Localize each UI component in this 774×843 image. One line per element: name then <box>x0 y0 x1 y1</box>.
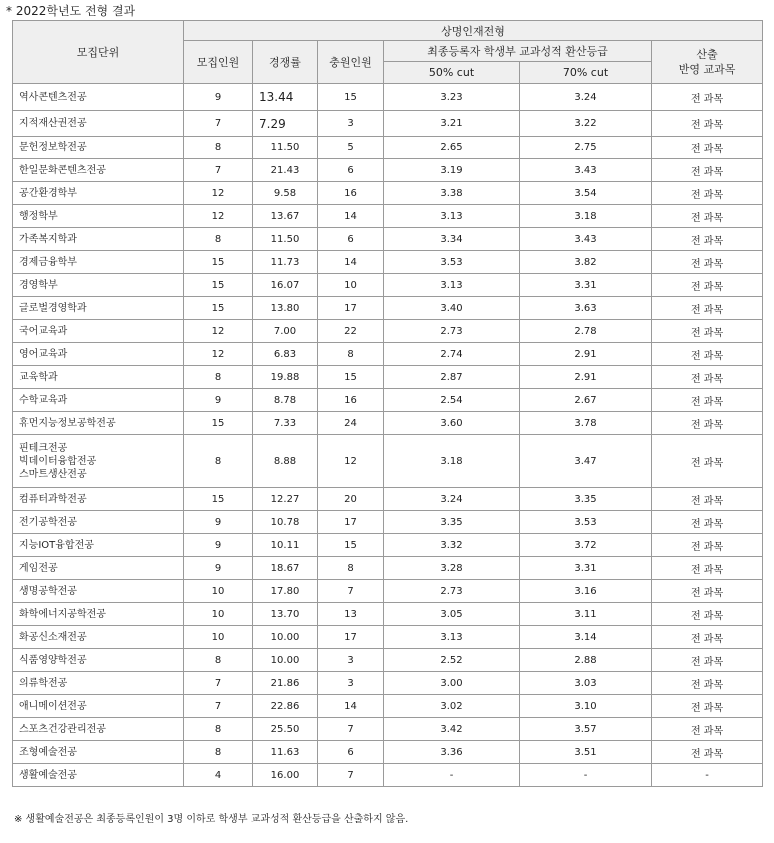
competition-cell: 7.29 <box>253 111 318 137</box>
table-row <box>13 626 763 649</box>
header-subjects-line1: 산출 <box>696 48 718 61</box>
cut70-cell: 2.67 <box>520 389 652 412</box>
competition-cell: 12.27 <box>253 488 318 511</box>
waitlist-cell: 17 <box>318 297 384 320</box>
subjects-cell: 전 과목 <box>652 343 763 366</box>
subjects-cell: 전 과목 <box>652 412 763 435</box>
subjects-cell: 전 과목 <box>652 297 763 320</box>
capacity-cell: 7 <box>184 159 253 182</box>
header-subjects <box>652 41 763 84</box>
competition-cell: 19.88 <box>253 366 318 389</box>
cut50-cell: 3.28 <box>384 557 520 580</box>
cut70-cell: 3.43 <box>520 228 652 251</box>
competition-cell: 25.50 <box>253 718 318 741</box>
waitlist-cell: 12 <box>318 435 384 488</box>
header-unit: 모집단위 <box>13 21 184 84</box>
unit-name-cell: 지능IOT융합전공 <box>13 534 184 557</box>
header-subjects-line2: 반영 교과목 <box>678 63 736 76</box>
waitlist-cell: 17 <box>318 626 384 649</box>
cut70-cell: 3.03 <box>520 672 652 695</box>
cut70-cell: 2.78 <box>520 320 652 343</box>
waitlist-cell: 8 <box>318 557 384 580</box>
capacity-cell: 15 <box>184 297 253 320</box>
unit-name-cell: 공간환경학부 <box>13 182 184 205</box>
competition-cell: 18.67 <box>253 557 318 580</box>
cut70-cell: 3.54 <box>520 182 652 205</box>
unit-name-cell: 생명공학전공 <box>13 580 184 603</box>
subjects-cell: 전 과목 <box>652 274 763 297</box>
subjects-cell: 전 과목 <box>652 534 763 557</box>
unit-name-cell: 교육학과 <box>13 366 184 389</box>
capacity-cell: 10 <box>184 603 253 626</box>
capacity-cell: 7 <box>184 672 253 695</box>
unit-name-cell: 글로벌경영학과 <box>13 297 184 320</box>
unit-name-cell: 휴먼지능정보공학전공 <box>13 412 184 435</box>
cut50-cell: 3.13 <box>384 274 520 297</box>
waitlist-cell: 8 <box>318 343 384 366</box>
cut50-cell: 2.65 <box>384 137 520 159</box>
table-row <box>13 251 763 274</box>
subjects-cell: 전 과목 <box>652 159 763 182</box>
subjects-cell: 전 과목 <box>652 580 763 603</box>
unit-name-cell: 생활예술전공 <box>13 764 184 787</box>
cut50-cell: 2.74 <box>384 343 520 366</box>
competition-cell: 9.58 <box>253 182 318 205</box>
cut70-cell: 3.72 <box>520 534 652 557</box>
table-row <box>13 718 763 741</box>
waitlist-cell: 17 <box>318 511 384 534</box>
table-row <box>13 137 763 159</box>
cut70-cell: 3.22 <box>520 111 652 137</box>
cut70-cell: 2.75 <box>520 137 652 159</box>
capacity-cell: 8 <box>184 649 253 672</box>
waitlist-cell: 6 <box>318 159 384 182</box>
cut50-cell: 3.42 <box>384 718 520 741</box>
cut50-cell: 3.05 <box>384 603 520 626</box>
capacity-cell: 8 <box>184 228 253 251</box>
unit-name-cell: 게임전공 <box>13 557 184 580</box>
cut50-cell: 2.52 <box>384 649 520 672</box>
subjects-cell: 전 과목 <box>652 205 763 228</box>
header-waitlist: 충원인원 <box>318 41 384 84</box>
waitlist-cell: 14 <box>318 251 384 274</box>
competition-cell: 10.11 <box>253 534 318 557</box>
waitlist-cell: 3 <box>318 111 384 137</box>
unit-name-cell: 역사콘텐츠전공 <box>13 84 184 111</box>
unit-name-cell: 화학에너지공학전공 <box>13 603 184 626</box>
waitlist-cell: 22 <box>318 320 384 343</box>
cut70-cell: 2.91 <box>520 366 652 389</box>
competition-cell: 21.43 <box>253 159 318 182</box>
capacity-cell: 7 <box>184 695 253 718</box>
cut70-cell: 3.51 <box>520 741 652 764</box>
table-row <box>13 111 763 137</box>
waitlist-cell: 16 <box>318 182 384 205</box>
cut50-cell: 3.53 <box>384 251 520 274</box>
cut70-cell: 3.47 <box>520 435 652 488</box>
cut70-cell: 3.31 <box>520 557 652 580</box>
capacity-cell: 12 <box>184 320 253 343</box>
capacity-cell: 9 <box>184 84 253 111</box>
capacity-cell: 9 <box>184 534 253 557</box>
cut50-cell: 3.24 <box>384 488 520 511</box>
unit-name-cell: 컴퓨터과학전공 <box>13 488 184 511</box>
competition-cell: 11.63 <box>253 741 318 764</box>
competition-cell: 8.88 <box>253 435 318 488</box>
waitlist-cell: 10 <box>318 274 384 297</box>
unit-name-cell: 가족복지학과 <box>13 228 184 251</box>
table-row <box>13 603 763 626</box>
competition-cell: 7.33 <box>253 412 318 435</box>
subjects-cell: 전 과목 <box>652 320 763 343</box>
subjects-cell: - <box>652 764 763 787</box>
capacity-cell: 8 <box>184 366 253 389</box>
waitlist-cell: 15 <box>318 84 384 111</box>
unit-name-cell: 경영학부 <box>13 274 184 297</box>
subjects-cell: 전 과목 <box>652 435 763 488</box>
waitlist-cell: 5 <box>318 137 384 159</box>
competition-cell: 10.78 <box>253 511 318 534</box>
competition-cell: 8.78 <box>253 389 318 412</box>
waitlist-cell: 16 <box>318 389 384 412</box>
cut50-cell: 3.18 <box>384 435 520 488</box>
header-capacity: 모집인원 <box>184 41 253 84</box>
cut50-cell: 3.13 <box>384 205 520 228</box>
cut50-cell: 2.73 <box>384 320 520 343</box>
table-row <box>13 741 763 764</box>
cut70-cell: - <box>520 764 652 787</box>
competition-cell: 7.00 <box>253 320 318 343</box>
waitlist-cell: 14 <box>318 695 384 718</box>
competition-cell: 16.00 <box>253 764 318 787</box>
cut50-cell: 3.02 <box>384 695 520 718</box>
header-competition: 경쟁률 <box>253 41 318 84</box>
table-row <box>13 511 763 534</box>
subjects-cell: 전 과목 <box>652 182 763 205</box>
table-row <box>13 557 763 580</box>
unit-name-cell: 조형예술전공 <box>13 741 184 764</box>
competition-cell: 13.70 <box>253 603 318 626</box>
subjects-cell: 전 과목 <box>652 488 763 511</box>
table-body <box>13 84 763 787</box>
cut70-cell: 3.63 <box>520 297 652 320</box>
capacity-cell: 8 <box>184 741 253 764</box>
capacity-cell: 7 <box>184 111 253 137</box>
capacity-cell: 15 <box>184 412 253 435</box>
table-row <box>13 84 763 111</box>
header-group: 상명인재전형 <box>184 21 763 41</box>
unit-name-cell: 의류학전공 <box>13 672 184 695</box>
subjects-cell: 전 과목 <box>652 137 763 159</box>
cut50-cell: 3.35 <box>384 511 520 534</box>
waitlist-cell: 3 <box>318 649 384 672</box>
cut70-cell: 3.78 <box>520 412 652 435</box>
unit-name-cell: 경제금융학부 <box>13 251 184 274</box>
cut50-cell: 3.38 <box>384 182 520 205</box>
subjects-cell: 전 과목 <box>652 228 763 251</box>
admission-results-table <box>12 20 763 787</box>
cut50-cell: - <box>384 764 520 787</box>
waitlist-cell: 7 <box>318 580 384 603</box>
cut70-cell: 3.31 <box>520 274 652 297</box>
unit-name-cell: 전기공학전공 <box>13 511 184 534</box>
unit-name-cell: 식품영양학전공 <box>13 649 184 672</box>
capacity-cell: 10 <box>184 580 253 603</box>
table-row <box>13 764 763 787</box>
subjects-cell: 전 과목 <box>652 84 763 111</box>
capacity-cell: 12 <box>184 182 253 205</box>
competition-cell: 11.50 <box>253 137 318 159</box>
header-cut70: 70% cut <box>520 62 652 84</box>
table-row <box>13 389 763 412</box>
capacity-cell: 15 <box>184 274 253 297</box>
cut70-cell: 3.35 <box>520 488 652 511</box>
competition-cell: 21.86 <box>253 672 318 695</box>
table-row <box>13 228 763 251</box>
cut50-cell: 3.40 <box>384 297 520 320</box>
capacity-cell: 15 <box>184 251 253 274</box>
waitlist-cell: 15 <box>318 534 384 557</box>
table-row <box>13 320 763 343</box>
table-row <box>13 297 763 320</box>
waitlist-cell: 13 <box>318 603 384 626</box>
capacity-cell: 15 <box>184 488 253 511</box>
table-row <box>13 534 763 557</box>
competition-cell: 13.67 <box>253 205 318 228</box>
unit-name-cell: 지적재산권전공 <box>13 111 184 137</box>
unit-name-cell: 수학교육과 <box>13 389 184 412</box>
cut50-cell: 2.73 <box>384 580 520 603</box>
subjects-cell: 전 과목 <box>652 366 763 389</box>
capacity-cell: 12 <box>184 205 253 228</box>
cut70-cell: 3.10 <box>520 695 652 718</box>
subjects-cell: 전 과목 <box>652 649 763 672</box>
footnote: ※ 생활예술전공은 최종등록인원이 3명 이하로 학생부 교과성적 환산등급을 산출하지 않음. <box>14 814 409 825</box>
table-row <box>13 649 763 672</box>
subjects-cell: 전 과목 <box>652 603 763 626</box>
capacity-cell: 8 <box>184 718 253 741</box>
competition-cell: 13.44 <box>253 84 318 111</box>
competition-cell: 11.73 <box>253 251 318 274</box>
table-row <box>13 435 763 488</box>
table-row <box>13 366 763 389</box>
capacity-cell: 9 <box>184 389 253 412</box>
cut70-cell: 3.43 <box>520 159 652 182</box>
cut50-cell: 3.19 <box>384 159 520 182</box>
competition-cell: 6.83 <box>253 343 318 366</box>
cut70-cell: 3.57 <box>520 718 652 741</box>
cut50-cell: 3.34 <box>384 228 520 251</box>
subjects-cell: 전 과목 <box>652 741 763 764</box>
subjects-cell: 전 과목 <box>652 251 763 274</box>
cut70-cell: 3.82 <box>520 251 652 274</box>
cut50-cell: 3.00 <box>384 672 520 695</box>
capacity-cell: 9 <box>184 511 253 534</box>
unit-name-cell: 문헌정보학전공 <box>13 137 184 159</box>
cut50-cell: 2.54 <box>384 389 520 412</box>
table-row <box>13 488 763 511</box>
unit-name-cell: 영어교육과 <box>13 343 184 366</box>
waitlist-cell: 20 <box>318 488 384 511</box>
capacity-cell: 9 <box>184 557 253 580</box>
table-row <box>13 580 763 603</box>
table-row <box>13 412 763 435</box>
cut50-cell: 3.60 <box>384 412 520 435</box>
table-row <box>13 159 763 182</box>
waitlist-cell: 14 <box>318 205 384 228</box>
waitlist-cell: 15 <box>318 366 384 389</box>
cut70-cell: 3.14 <box>520 626 652 649</box>
subjects-cell: 전 과목 <box>652 626 763 649</box>
cut70-cell: 3.18 <box>520 205 652 228</box>
page-title: * 2022학년도 전형 결과 <box>6 4 136 18</box>
cut70-cell: 3.16 <box>520 580 652 603</box>
waitlist-cell: 3 <box>318 672 384 695</box>
unit-name-cell: 행정학부 <box>13 205 184 228</box>
capacity-cell: 8 <box>184 137 253 159</box>
cut70-cell: 2.91 <box>520 343 652 366</box>
waitlist-cell: 6 <box>318 741 384 764</box>
header-grade-group: 최종등록자 학생부 교과성적 환산등급 <box>384 41 652 62</box>
unit-name-cell: 애니메이션전공 <box>13 695 184 718</box>
competition-cell: 11.50 <box>253 228 318 251</box>
capacity-cell: 4 <box>184 764 253 787</box>
capacity-cell: 8 <box>184 435 253 488</box>
competition-cell: 10.00 <box>253 626 318 649</box>
subjects-cell: 전 과목 <box>652 511 763 534</box>
cut50-cell: 3.32 <box>384 534 520 557</box>
waitlist-cell: 7 <box>318 764 384 787</box>
unit-name-cell: 화공신소재전공 <box>13 626 184 649</box>
cut70-cell: 3.53 <box>520 511 652 534</box>
table-row <box>13 182 763 205</box>
waitlist-cell: 6 <box>318 228 384 251</box>
table-row <box>13 274 763 297</box>
table-row <box>13 343 763 366</box>
table-row <box>13 672 763 695</box>
subjects-cell: 전 과목 <box>652 695 763 718</box>
unit-name-cell: 스포츠건강관리전공 <box>13 718 184 741</box>
competition-cell: 22.86 <box>253 695 318 718</box>
waitlist-cell: 7 <box>318 718 384 741</box>
capacity-cell: 12 <box>184 343 253 366</box>
table-row <box>13 205 763 228</box>
cut70-cell: 3.11 <box>520 603 652 626</box>
subjects-cell: 전 과목 <box>652 557 763 580</box>
subjects-cell: 전 과목 <box>652 389 763 412</box>
subjects-cell: 전 과목 <box>652 672 763 695</box>
competition-cell: 13.80 <box>253 297 318 320</box>
unit-name-cell: 핀테크전공 빅데이터융합전공 스마트생산전공 <box>13 435 184 488</box>
subjects-cell: 전 과목 <box>652 111 763 137</box>
unit-name-cell: 국어교육과 <box>13 320 184 343</box>
waitlist-cell: 24 <box>318 412 384 435</box>
cut50-cell: 3.23 <box>384 84 520 111</box>
capacity-cell: 10 <box>184 626 253 649</box>
cut50-cell: 3.13 <box>384 626 520 649</box>
competition-cell: 10.00 <box>253 649 318 672</box>
header-cut50: 50% cut <box>384 62 520 84</box>
unit-name-cell: 한일문화콘텐츠전공 <box>13 159 184 182</box>
cut50-cell: 3.21 <box>384 111 520 137</box>
cut70-cell: 2.88 <box>520 649 652 672</box>
cut50-cell: 2.87 <box>384 366 520 389</box>
cut70-cell: 3.24 <box>520 84 652 111</box>
table-row <box>13 695 763 718</box>
competition-cell: 16.07 <box>253 274 318 297</box>
competition-cell: 17.80 <box>253 580 318 603</box>
cut50-cell: 3.36 <box>384 741 520 764</box>
subjects-cell: 전 과목 <box>652 718 763 741</box>
